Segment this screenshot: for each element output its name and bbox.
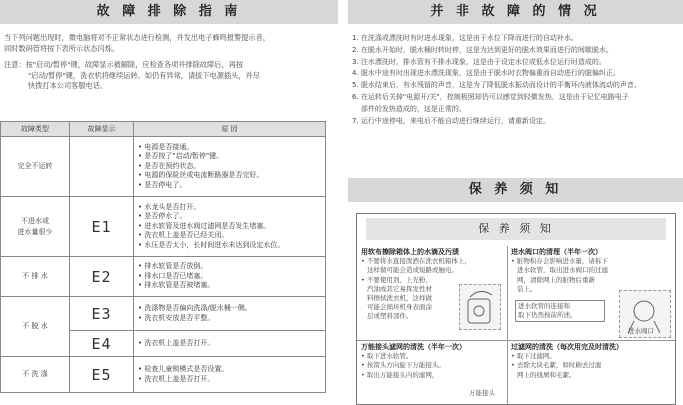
fault-code-cell: E4 [70, 331, 134, 357]
connector-label: 万能接头 [469, 389, 495, 397]
fault-type-cell: 不进水或 进水量很少 [1, 197, 70, 257]
fault-cause-cell: • 电源是否接通。 • 是否按了"启动/暂停"键。 • 是否在预约状态。 • 电源的保险丝或电流断路器是否完好。 • 是否停电了。 [134, 137, 326, 197]
fault-cause-cell: • 排水软管是否放倒。 • 排水口是否已堵塞。 • 排水软管是否被堵塞。 [134, 257, 326, 297]
cleaning-illustration [459, 284, 501, 330]
intro-text: 当下列问题出现时，微电脑将对不正常状态进行检测，并发出电子蜂鸣报警提示音， 同时数码管将按下表所示状态闪烁。 [4, 33, 270, 53]
non-fault-title: 并 非 故 障 的 情 况 [348, 0, 683, 24]
table-row [1, 297, 326, 331]
fault-code-cell: E2 [70, 257, 134, 297]
care-title: 保 养 须 知 [348, 178, 683, 202]
list-item: 5. 脱水结束后，有水残留的声音，这是为了降低脱水振动而设计的平衡环内液体流动的声音。 [352, 81, 641, 90]
fault-type-cell: 不 排 水 [1, 257, 70, 297]
inlet-valve-illustration: 进水阀口 [619, 290, 671, 338]
fault-cause-cell: • 水龙头是否打开。 • 是否停水了。 • 进水软管及进水阀过滤网是否发生堵塞。 • 洗衣机上盖是否已经关闭。 • 水压是否太小，长时间进水未达到设定水位。 [134, 197, 326, 257]
care-connector: 万能接头滤网的清洗（半年一次） • 取下进水软管。 • 按箭头方向旋下万能接头。 • 取出万能接头内的滤网， [361, 343, 466, 379]
care-wipe: 用软布擦除箱体上的水滴及污渍 • 不要将水直接泼洒在洗衣机箱体上， 这样做可能会造成短路或触电。 • 不要使用剂、上光粉、 汽油或其它易挥发性材 料擦拭洗衣机，这样做 可能会损坏机身表面涂 层或塑料部件。 [361, 248, 471, 321]
fault-cause-cell: • 洗衣机上盖是否打开。 [134, 331, 326, 357]
fault-code-cell: E5 [70, 357, 134, 393]
care-divider [507, 246, 508, 404]
fault-table [0, 121, 326, 393]
table-row [1, 257, 326, 297]
table-row [1, 357, 326, 393]
header-cause: 原 因 [134, 122, 326, 137]
fault-code-cell: E1 [70, 197, 134, 257]
list-item: 1. 在洗涤或漂洗时有时进水现象，这是由于水位下降而进行的自动补水。 [352, 34, 578, 42]
list-item: 3. 注水漂洗时，排水管有不排水现象，这是由于设定水位或低水位运行时造成的。 [352, 57, 606, 66]
care-divider-h [357, 340, 675, 341]
header-fault-type: 故障类型 [1, 122, 70, 137]
note-text: 注意：按"启动/暂停"键，故障显示被解除，应检查各项并排除故障后，再按 "启动/暂停"键，洗衣机将继续运转。如仍有异常，请拔下电源插头，并尽 快拨打本公司客服电话。 [4, 60, 260, 90]
fault-code-cell [70, 137, 134, 197]
fault-type-cell: 不 脱 水 [1, 297, 70, 357]
fault-type-cell: 完全不运转 [1, 137, 70, 197]
care-box-title: 保 养 须 知 [366, 218, 666, 240]
header-fault-code: 故障显示 [70, 122, 134, 137]
fault-cause-cell: • 检查儿童锁模式是否设置。 • 洗衣机上盖是否打开。 [134, 357, 326, 393]
fault-code-cell: E3 [70, 297, 134, 331]
inlet-note-box: 进水软管的连接和 取下仍然按前所述。 [515, 300, 605, 322]
troubleshoot-section [0, 0, 338, 384]
care-inlet: 进水阀口的清理（半年一次） • 脏物积存会影响进水量，请拆下 进水软管，取出进水阀口的过滤 网，清除网上的脏物后重新 装上。 [511, 248, 608, 293]
care-filter: 过滤网的清洗（每次用完及时清洗） • 取下过滤网。 • 去除大块毛絮，如时刷去过滤 网上的线屑和毛絮。 [511, 343, 623, 379]
fault-cause-cell: • 洗涤物是否偏向洗涤/脱水桶一侧。 • 洗衣机安放是否平整。 [134, 297, 326, 331]
care-box [356, 213, 676, 405]
list-item: 4. 脱水中途有时出现进水漂洗现象，这是由于脱水时衣物偏重而自动进行的脱偏纠正。 [352, 69, 620, 78]
fault-type-cell: 不 洗 涤 [1, 357, 70, 393]
non-fault-list [352, 33, 682, 127]
troubleshoot-title: 故 障 排 除 指 南 [0, 0, 338, 24]
table-row [1, 137, 326, 197]
list-item: 7. 运行中途停电，来电后不能自动进行继续运行，请重新设定。 [352, 116, 550, 125]
non-fault-section [348, 0, 683, 397]
list-item: 部件的发热造成的，这是正常的。 [352, 104, 466, 113]
table-header-row [1, 122, 326, 137]
list-item: 2. 在脱水开始时，脱水桶时转时停，这是为达到更好的脱水效果而进行的间歇脱水。 [352, 45, 613, 54]
table-row [1, 197, 326, 257]
list-item: 6. 在运转后关掉"电源开/关"，控制板照却仍可以感觉到轻微发热，这是由于记忆电路电子 [352, 92, 629, 101]
